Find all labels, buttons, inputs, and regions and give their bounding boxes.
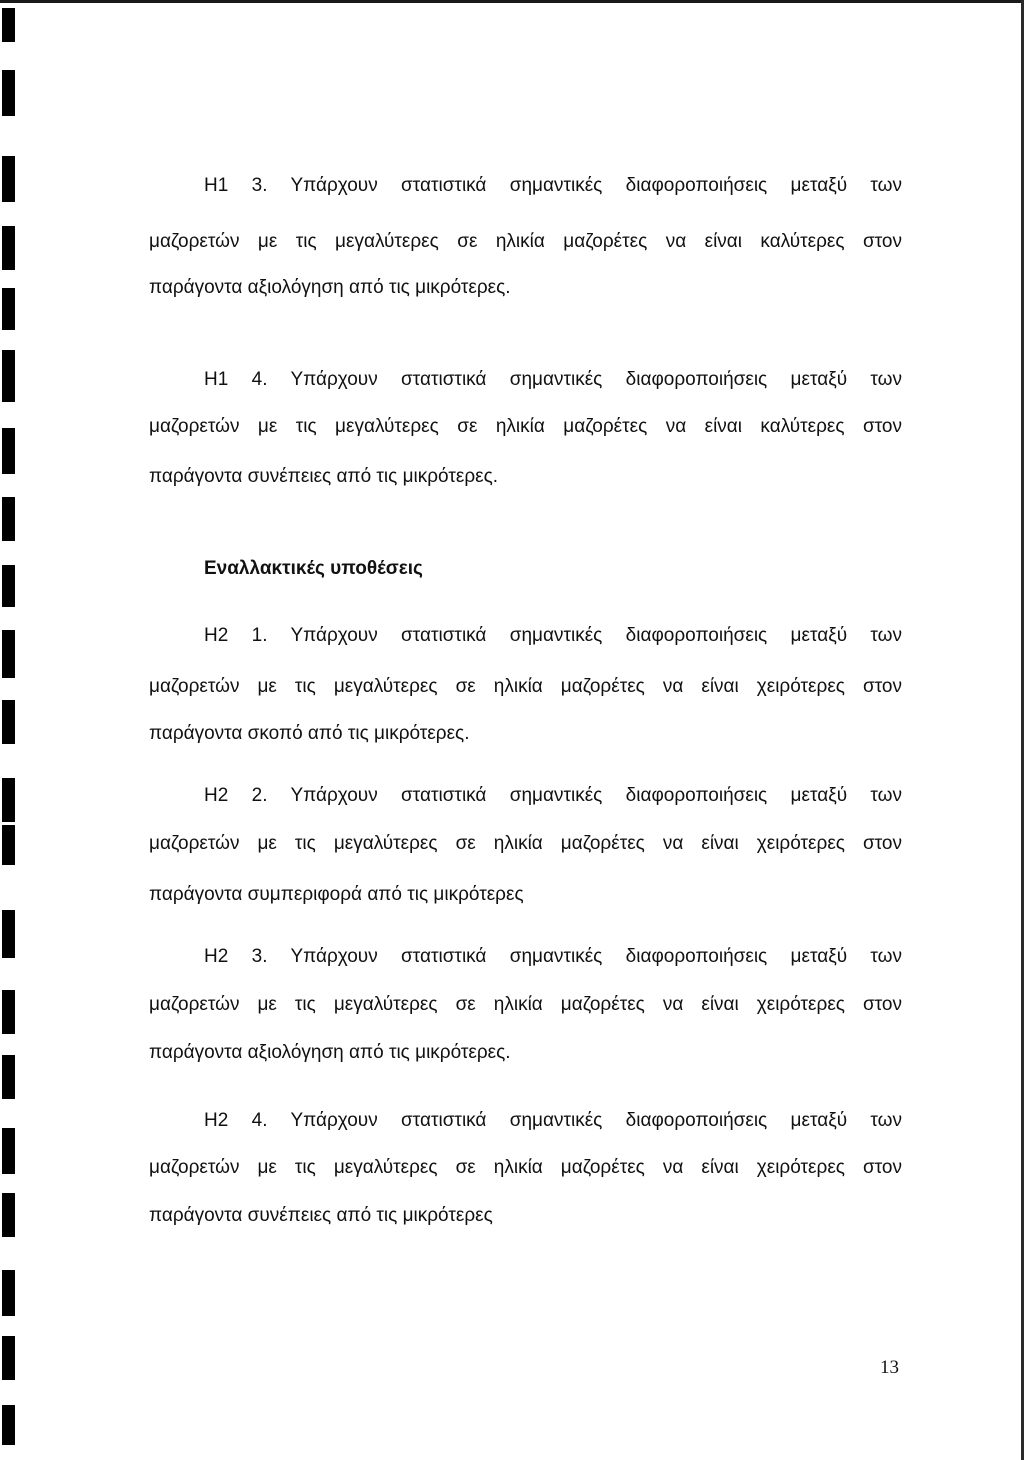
binding-hole [2, 1055, 15, 1099]
binding-hole [2, 910, 15, 958]
binding-hole [2, 630, 15, 678]
binding-hole [2, 700, 15, 744]
hypothesis-line: Η2 1. Υπάρχουν στατιστικά σημαντικές διαφοροποιήσεις μεταξύ των [204, 625, 902, 646]
hypothesis-line: μαζορετών με τις μεγαλύτερες σε ηλικία μαζορέτες να είναι καλύτερες στον [149, 416, 902, 437]
hypothesis-line: μαζορετών με τις μεγαλύτερες σε ηλικία μαζορέτες να είναι καλύτερες στον [149, 231, 902, 252]
hypothesis-line: Η2 4. Υπάρχουν στατιστικά σημαντικές διαφοροποιήσεις μεταξύ των [204, 1110, 902, 1131]
hypothesis-line: παράγοντα σκοπό από τις μικρότερες. [149, 723, 470, 744]
hypothesis-line: παράγοντα συμπεριφορά από τις μικρότερες [149, 884, 524, 905]
binding-hole [2, 1128, 15, 1174]
hypothesis-line: παράγοντα συνέπειες από τις μικρότερες. [149, 466, 499, 487]
hypothesis-line: Η1 4. Υπάρχουν στατιστικά σημαντικές διαφοροποιήσεις μεταξύ των [204, 369, 902, 390]
hypothesis-line: μαζορετών με τις μεγαλύτερες σε ηλικία μαζορέτες να είναι χειρότερες στον [149, 833, 902, 854]
binding-hole [2, 226, 15, 270]
binding-hole [2, 497, 15, 541]
binding-hole [2, 825, 15, 865]
hypothesis-line: παράγοντα συνέπειες από τις μικρότερες [149, 1205, 493, 1226]
binding-hole [2, 350, 15, 402]
hypothesis-line: μαζορετών με τις μεγαλύτερες σε ηλικία μαζορέτες να είναι χειρότερες στον [149, 1157, 902, 1178]
scan-top-edge [0, 0, 1024, 3]
binding-hole [2, 1270, 15, 1316]
hypothesis-line: Η1 3. Υπάρχουν στατιστικά σημαντικές διαφοροποιήσεις μεταξύ των [204, 175, 902, 196]
hypothesis-line: παράγοντα αξιολόγηση από τις μικρότερες. [149, 1042, 511, 1063]
hypothesis-line: μαζορετών με τις μεγαλύτερες σε ηλικία μαζορέτες να είναι χειρότερες στον [149, 676, 902, 697]
binding-hole [2, 70, 15, 116]
binding-hole [2, 565, 15, 607]
binding-hole [2, 1336, 15, 1380]
hypothesis-line: παράγοντα αξιολόγηση από τις μικρότερες. [149, 277, 511, 298]
binding-hole [2, 288, 15, 330]
hypothesis-line: μαζορετών με τις μεγαλύτερες σε ηλικία μαζορέτες να είναι χειρότερες στον [149, 994, 902, 1015]
binding-hole [2, 990, 15, 1034]
binding-holes-strip [0, 0, 30, 1460]
hypothesis-line: Η2 2. Υπάρχουν στατιστικά σημαντικές διαφοροποιήσεις μεταξύ των [204, 785, 902, 806]
section-heading: Εναλλακτικές υποθέσεις [204, 558, 423, 579]
binding-hole [2, 1405, 15, 1445]
binding-hole [2, 156, 15, 202]
binding-hole [2, 778, 15, 822]
hypothesis-line: Η2 3. Υπάρχουν στατιστικά σημαντικές διαφοροποιήσεις μεταξύ των [204, 946, 902, 967]
page-number: 13 [880, 1357, 899, 1378]
binding-hole [2, 428, 15, 474]
binding-hole [2, 8, 15, 42]
binding-hole [2, 1193, 15, 1237]
